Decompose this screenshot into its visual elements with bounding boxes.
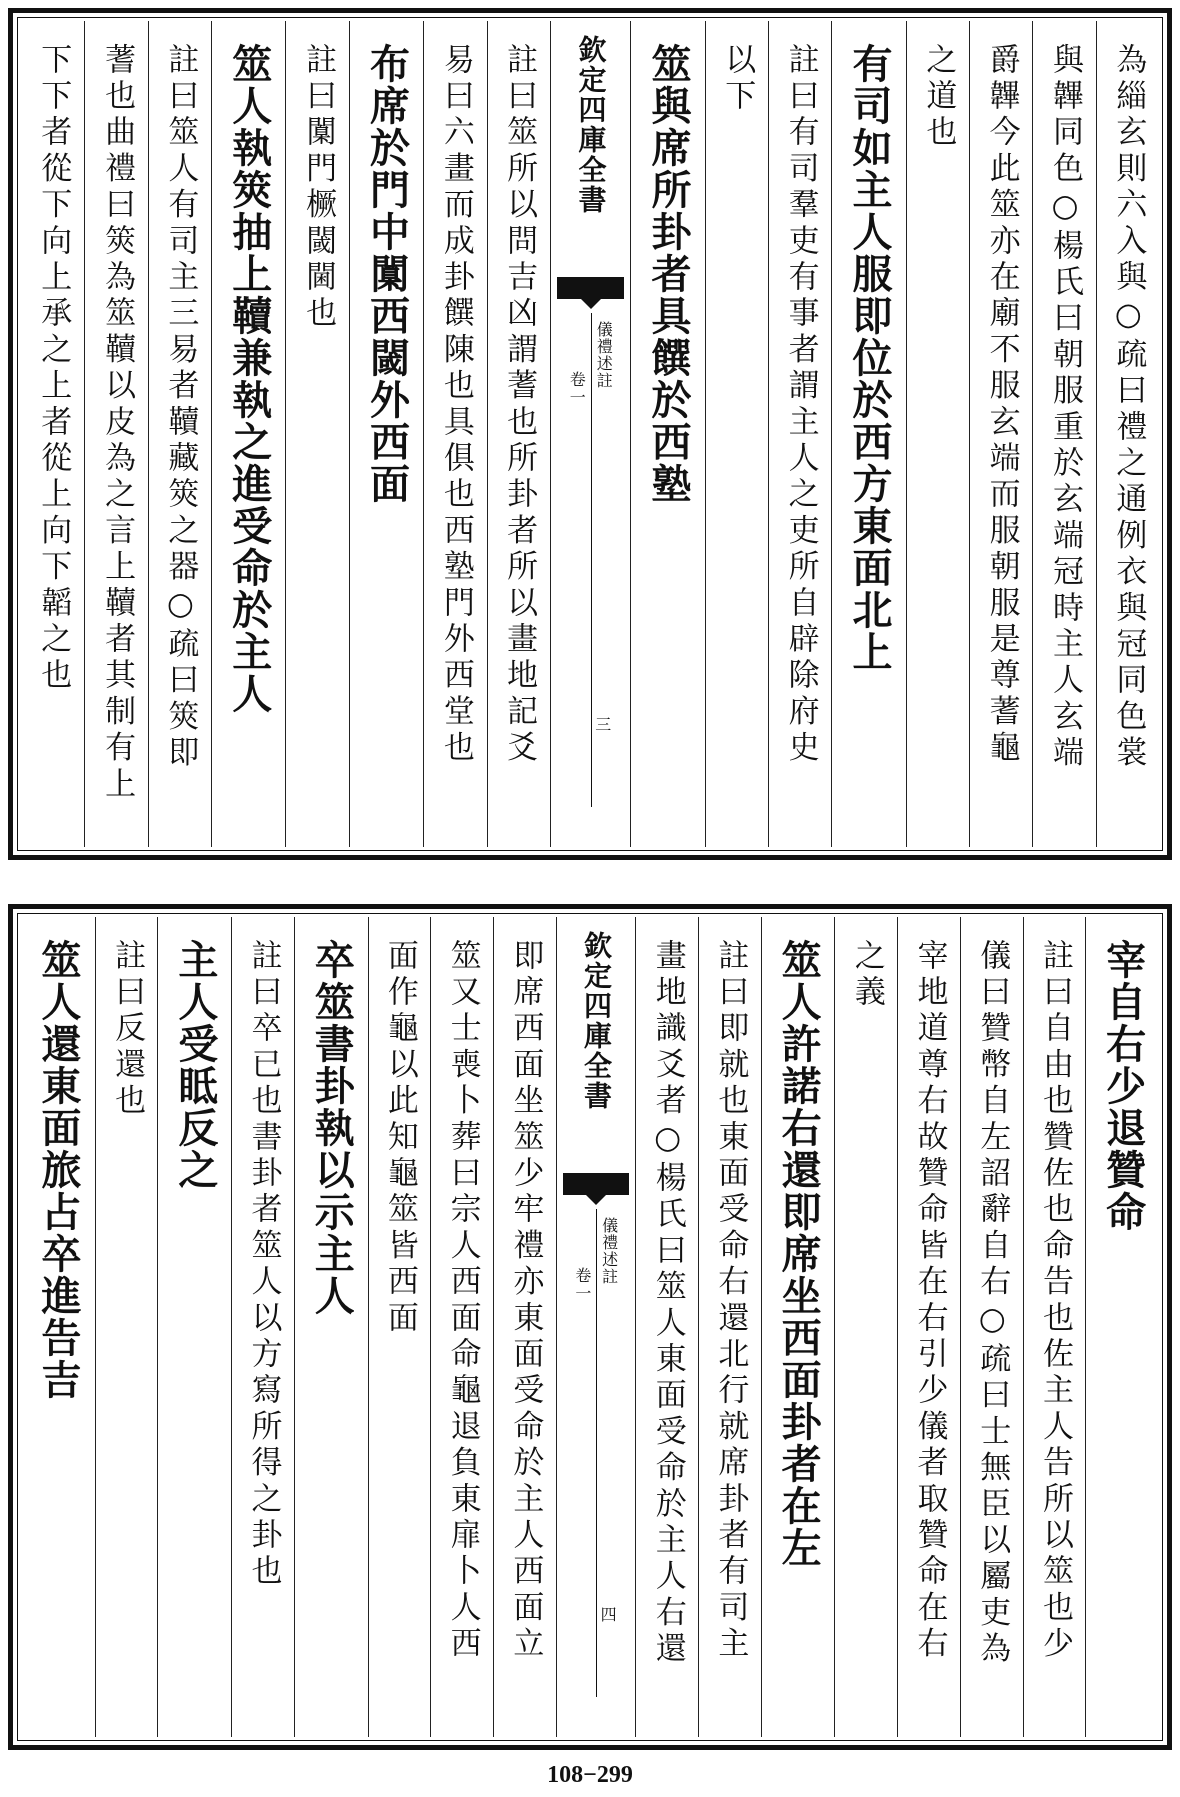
commentary-text: 註曰卒已也書卦者筮人以方寫所得之卦也 bbox=[245, 939, 282, 1591]
juan-label: 卷一 bbox=[567, 371, 587, 407]
top-page bbox=[8, 8, 1172, 860]
commentary-text: 之道也 bbox=[920, 43, 957, 152]
commentary-column bbox=[231, 917, 294, 1737]
commentary-text: 註曰闑門橛閾閫也 bbox=[300, 43, 337, 333]
commentary-column bbox=[487, 21, 550, 847]
commentary-column bbox=[834, 917, 897, 1737]
commentary-column bbox=[430, 917, 493, 1737]
commentary-text: 爵韠今此筮亦在廟不服玄端而服朝服是尊蓍龜 bbox=[983, 43, 1020, 767]
commentary-text: 筮又士喪卜葬曰宗人西面命龜退負東扉卜人西 bbox=[444, 939, 481, 1663]
main-text: 有司如主人服即位於西方東面北上 bbox=[845, 43, 893, 673]
commentary-column bbox=[969, 21, 1032, 847]
commentary-column bbox=[635, 917, 698, 1737]
commentary-column bbox=[1023, 917, 1086, 1737]
main-text-column bbox=[630, 21, 704, 847]
commentary-column bbox=[1032, 21, 1095, 847]
main-text: 主人受眡反之 bbox=[171, 939, 219, 1191]
main-text-column bbox=[1085, 917, 1159, 1737]
commentary-column bbox=[768, 21, 831, 847]
main-text: 布席於門中闑西閾外西面 bbox=[363, 43, 411, 505]
fish-tail-mark bbox=[557, 277, 624, 299]
commentary-column bbox=[960, 917, 1023, 1737]
commentary-column bbox=[21, 21, 84, 847]
commentary-column bbox=[84, 21, 147, 847]
commentary-column bbox=[698, 917, 761, 1737]
commentary-text: 註曰反還也 bbox=[109, 939, 146, 1120]
main-text: 筮人許諾右還即席坐西面卦者在左 bbox=[775, 939, 823, 1569]
commentary-text: 易曰六畫而成卦饌陳也具俱也西塾門外西堂也 bbox=[437, 43, 474, 767]
main-text-column bbox=[21, 917, 95, 1737]
commentary-text: 註曰筮人有司主三易者韇藏筴之器○疏曰筴即 bbox=[162, 43, 199, 772]
commentary-column bbox=[423, 21, 486, 847]
commentary-text: 畫地識爻者○楊氏曰筮人東面受命於主人右還 bbox=[649, 939, 686, 1668]
page-number: 三 bbox=[595, 710, 611, 737]
main-text: 卒筮書卦執以示主人 bbox=[308, 939, 356, 1317]
main-text-column bbox=[831, 21, 905, 847]
center-fold-line bbox=[591, 313, 592, 807]
main-text-column bbox=[349, 21, 423, 847]
center-fold-line bbox=[596, 1209, 597, 1697]
commentary-text: 宰地道尊右故贊命皆在右引少儀者取贊命在右 bbox=[911, 939, 948, 1663]
book-title: 欽定四庫全書 bbox=[574, 35, 608, 215]
juan-label: 卷一 bbox=[572, 1267, 592, 1303]
book-subtitle: 儀禮述註 bbox=[594, 321, 614, 389]
commentary-column bbox=[368, 917, 431, 1737]
commentary-text: 下下者從下向上承之上者從上向下韜之也 bbox=[35, 43, 72, 695]
commentary-text: 註曰即就也東面受命右還北行就席卦者有司主 bbox=[712, 939, 749, 1663]
page-number: 四 bbox=[601, 1600, 617, 1627]
commentary-column bbox=[148, 21, 211, 847]
commentary-text: 註曰有司羣吏有事者謂主人之吏所自辟除府史 bbox=[782, 43, 819, 767]
commentary-column bbox=[1096, 21, 1159, 847]
commentary-column bbox=[705, 21, 768, 847]
center-margin-column bbox=[550, 21, 630, 847]
commentary-text: 之義 bbox=[848, 939, 885, 1012]
main-text: 筮人執筴抽上韇兼執之進受命於主人 bbox=[225, 43, 273, 715]
commentary-column bbox=[285, 21, 348, 847]
commentary-text: 註曰自由也贊佐也命告也佐主人告所以筮也少 bbox=[1036, 939, 1073, 1663]
main-text-column bbox=[761, 917, 835, 1737]
commentary-column bbox=[906, 21, 969, 847]
commentary-column bbox=[493, 917, 556, 1737]
main-text-column bbox=[157, 917, 231, 1737]
book-title: 欽定四庫全書 bbox=[580, 931, 614, 1111]
main-text: 宰自右少退贊命 bbox=[1099, 939, 1147, 1233]
commentary-text: 註曰筮所以問吉凶謂蓍也所卦者所以畫地記爻 bbox=[501, 43, 538, 767]
top-page-columns bbox=[21, 21, 1159, 847]
center-margin-column bbox=[556, 917, 636, 1737]
commentary-column bbox=[897, 917, 960, 1737]
main-text: 筮與席所卦者具饌於西塾 bbox=[644, 43, 692, 505]
commentary-text: 為緇玄則六入與○疏曰禮之通例衣與冠同色裳 bbox=[1110, 43, 1147, 772]
main-text-column bbox=[211, 21, 285, 847]
bottom-page-columns bbox=[21, 917, 1159, 1737]
commentary-text: 以下 bbox=[719, 43, 756, 116]
main-text: 筮人還東面旅占卒進告吉 bbox=[34, 939, 82, 1401]
bottom-page bbox=[8, 904, 1172, 1750]
commentary-text: 儀曰贊幣自左詔辭自右○疏曰士無臣以屬吏為 bbox=[974, 939, 1011, 1668]
commentary-text: 即席西面坐筮少牢禮亦東面受命於主人西面立 bbox=[507, 939, 544, 1663]
commentary-column bbox=[95, 917, 158, 1737]
commentary-text: 蓍也曲禮曰筴為筮韇以皮為之言上韇者其制有上 bbox=[99, 43, 136, 804]
book-subtitle: 儀禮述註 bbox=[599, 1217, 619, 1285]
commentary-text: 與韠同色○楊氏曰朝服重於玄端冠時主人玄端 bbox=[1047, 43, 1083, 772]
commentary-text: 面作龜以此知龜筮皆西面 bbox=[381, 939, 418, 1338]
main-text-column bbox=[294, 917, 368, 1737]
fish-tail-mark bbox=[563, 1173, 630, 1195]
catalog-number: 108−299 bbox=[547, 1762, 633, 1788]
